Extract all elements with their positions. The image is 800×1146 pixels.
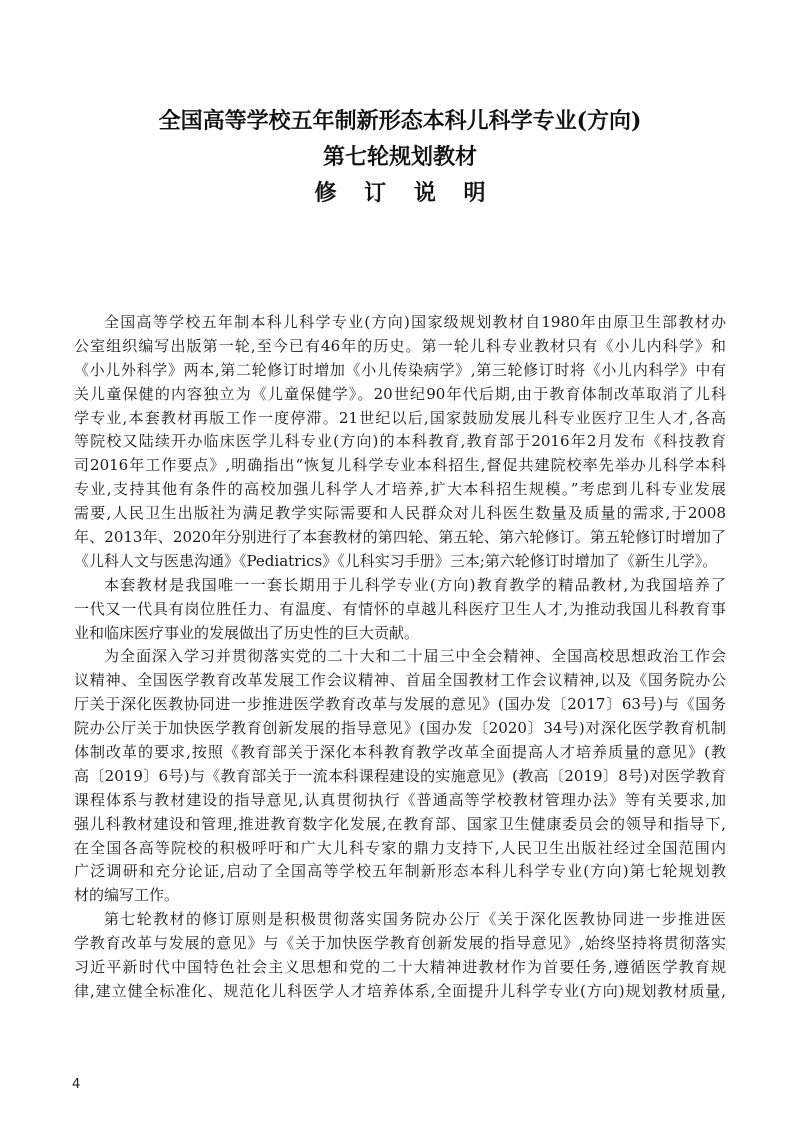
text-line: 需要,人民卫生出版社为满足教学实际需要和人民群众对儿科医生数量及质量的需求,于2008 [74,504,726,523]
text-line: 司2016年工作要点》,明确指出“恢复儿科学专业本科招生,督促共建院校率先举办儿科学本科 [74,456,726,475]
text-line: 学教育改革与发展的意见》与《关于加快医学教育创新发展的指导意见》,始终坚持将贯彻落实 [74,934,726,953]
text-line: 为全面深入学习并贯彻落实党的二十大和二十届三中全会精神、全国高校思想政治工作会 [104,647,726,666]
text-line: 高〔2019〕6号)与《教育部关于一流本科课程建设的实施意见》(教高〔2019〕8号)对医学教育 [74,766,726,785]
text-line: 本套教材是我国唯一一套长期用于儿科学专业(方向)教育教学的精品教材,为我国培养了 [104,575,726,594]
text-line: 关儿童保健的内容独立为《儿童保健学》。20世纪90年代后期,由于教育体制改革取消了儿科 [74,384,726,403]
body-text [74,311,726,1004]
series-title: 全国高等学校五年制新形态本科儿科学专业(方向) [158,108,642,134]
text-line: 学专业,本套教材再版工作一度停滞。21世纪以后,国家鼓励发展儿科专业医疗卫生人才,各高 [74,408,726,427]
text-line: 在全国各高等院校的积极呼吁和广大儿科专家的鼎力支持下,人民卫生出版社经过全国范围内 [74,838,726,857]
edition-title: 第七轮规划教材 [322,144,477,170]
text-line: 《小儿外科学》两本,第二轮修订时增加《小儿传染病学》,第三轮修订时将《小儿内科学》中有 [74,360,726,379]
text-line: 议精神、全国医学教育改革发展工作会议精神、首届全国教材工作会议精神,以及《国务院办公 [74,671,726,690]
text-line: 律,建立健全标准化、规范化儿科医学人才培养体系,全面提升儿科学专业(方向)规划教材质量, [74,981,726,1000]
text-line: 体制改革的要求,按照《教育部关于深化本科教育教学改革全面提高人才培养质量的意见》(教 [74,743,726,762]
text-line: 课程体系与教材建设的指导意见,认真贯彻执行《普通高等学校教材管理办法》等有关要求,加 [74,790,726,809]
text-line: 材的编写工作。 [74,886,180,905]
text-line: 院办公厅关于加快医学教育创新发展的指导意见》(国办发〔2020〕34号)对深化医学教育机制 [74,719,726,738]
page-number: 4 [72,1077,81,1092]
text-line: 公室组织编写出版第一轮,至今已有46年的历史。第一轮儿科专业教材只有《小儿内科学》和 [74,336,726,355]
text-line: 广泛调研和充分论证,启动了全国高等学校五年制新形态本科儿科学专业(方向)第七轮规划教 [74,862,726,881]
text-line: 专业,支持其他有条件的高校加强儿科学人才培养,扩大本科招生规模。”考虑到儿科专业发展 [74,480,726,499]
text-line: 一代又一代具有岗位胜任力、有温度、有情怀的卓越儿科医疗卫生人才,为推动我国儿科教育事 [74,599,726,618]
title-block [0,103,800,211]
text-line: 习近平新时代中国特色社会主义思想和党的二十大精神进教材作为首要任务,遵循医学教育规 [74,958,726,977]
text-line: 《儿科人文与医患沟通》《Pediatrics》《儿科实习手册》三本;第六轮修订时增加了《新生儿学》。 [74,551,718,570]
text-line: 业和临床医疗事业的发展做出了历史性的巨大贡献。 [74,623,420,642]
text-line: 第七轮教材的修订原则是积极贯彻落实国务院办公厅《关于深化医教协同进一步推进医 [104,910,726,929]
text-line: 强儿科教材建设和管理,推进教育数字化发展,在教育部、国家卫生健康委员会的领导和指导下, [74,814,726,833]
text-line: 全国高等学校五年制本科儿科学专业(方向)国家级规划教材自1980年由原卫生部教材办 [104,313,726,331]
text-line: 厅关于深化医教协同进一步推进医学教育改革与发展的意见》(国办发〔2017〕63号)与《国务 [74,695,726,714]
section-title: 修 订 说 明 [314,180,496,206]
text-line: 年、2013年、2020年分别进行了本套教材的第四轮、第五轮、第六轮修订。第五轮修订时增加了 [74,528,726,547]
text-line: 等院校又陆续开办临床医学儿科专业(方向)的本科教育,教育部于2016年2月发布《科技教育 [74,432,726,451]
